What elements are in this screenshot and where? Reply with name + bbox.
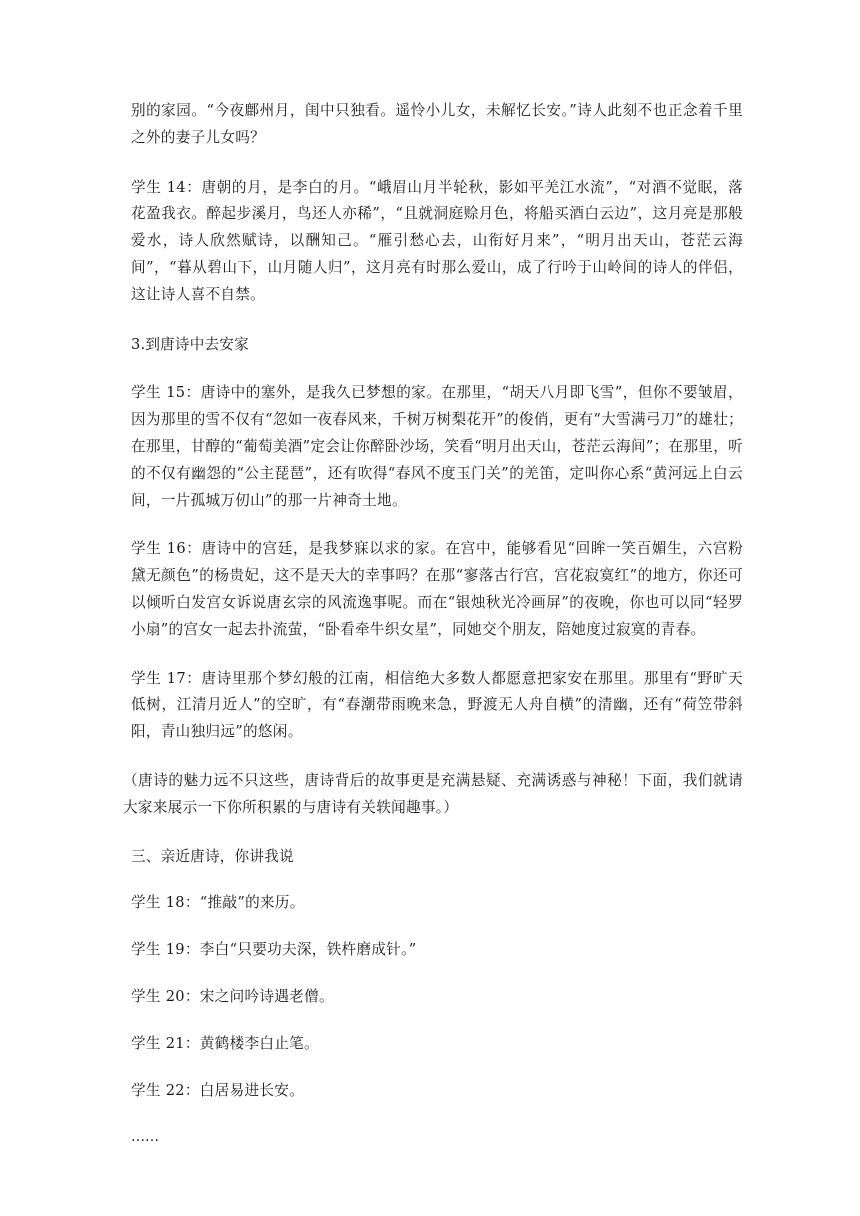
paragraph-student-14: 学生 14：唐朝的月，是李白的月。“峨眉山月半轮秋，影如平羌江水流”，“对酒不觉眠，落花盈我衣。醉起步溪月，鸟还人亦稀”，“且就洞庭赊月色，将船买酒白云边”，这月亮是那般爱水，诗人欣然赋诗，以酬知己。“雁引愁心去，山衔好月来”，“明月出天山，苍茫云海间”，“暮从碧山下，山月随人归”，这月亮有时那么爱山，成了行吟于山岭间的诗人的伴侣，这让诗人喜不自禁。 [131, 178, 743, 303]
paragraph-student-17: 学生 17：唐诗里那个梦幻般的江南，相信绝大多数人都愿意把家安在那里。那里有“野旷天低树，江清月近人”的空旷，有“春潮带雨晚来急，野渡无人舟自横”的清幽，还有“荷笠带斜阳，青山独归远”的悠闲。 [131, 669, 743, 741]
paragraph-student-21: 学生 21：黄鹤楼李白止笔。 [131, 1034, 319, 1052]
paragraph-moon-family: 别的家园。“今夜鄜州月，闺中只独看。遥怜小儿女，未解忆长安。”诗人此刻不也正念着千里之外的妻子儿女吗？ [131, 102, 743, 146]
paragraph-student-22: 学生 22：白居易进长安。 [131, 1081, 305, 1099]
paragraph-student-16: 学生 16：唐诗中的宫廷，是我梦寐以求的家。在宫中，能够看见“回眸一笑百媚生，六宫粉黛无颜色”的杨贵妃，这不是天大的幸事吗？在那“寥落古行宫，宫花寂寞红”的地方，你还可以倾听白发宫女诉说唐玄宗的风流逸事呢。而在“银烛秋光冷画屏”的夜晚，你也可以同“轻罗小扇”的宫女一起去扑流萤，“卧看牵牛织女星”，同她交个朋友，陪她度过寂寞的青春。 [131, 540, 743, 638]
paragraph-student-18: 学生 18：“推敲”的来历。 [131, 894, 305, 912]
paragraph-transition-note: （唐诗的魅力远不只这些，唐诗背后的故事更是充满悬疑、充满诱惑与神秘！下面，我们就请大家来展示一下你所积累的与唐诗有关轶闻趣事。） [123, 771, 743, 816]
paragraph-student-19: 学生 19：李白“只要功夫深，铁杵磨成针。” [131, 941, 417, 959]
paragraph-student-20: 学生 20：宋之问吟诗遇老僧。 [131, 987, 334, 1005]
ellipsis: …… [131, 1129, 159, 1146]
document-body [123, 98, 743, 1151]
section-heading-settle: 3.到唐诗中去安家 [131, 335, 249, 353]
paragraph-student-15: 学生 15：唐诗中的塞外，是我久已梦想的家。在那里，“胡天八月即飞雪”，但你不要皱眉，因为那里的雪不仅有“忽如一夜春风来，千树万树梨花开”的俊俏，更有“大雪满弓刀”的雄壮；在那里，甘醇的“葡萄美酒”定会让你醉卧沙场，笑看“明月出天山，苍茫云海间”；在那里，听的不仅有幽怨的“公主琵琶”，还有吹得“春风不度玉门关”的羌笛，定叫你心系“黄河远上白云间，一片孤城万仞山”的那一片神奇土地。 [131, 384, 743, 509]
section-heading-stories: 三、亲近唐诗，你讲我说 [131, 847, 294, 865]
